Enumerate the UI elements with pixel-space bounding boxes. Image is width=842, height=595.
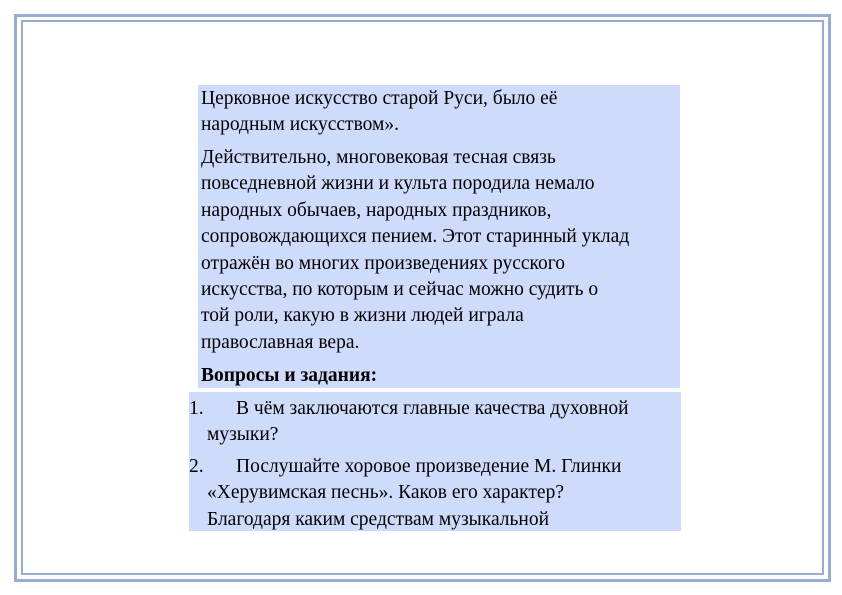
paragraph-intro bbox=[201, 86, 557, 139]
list-item-line: «Херувимская песнь». Каков его характер? bbox=[207, 482, 564, 504]
list-number: 1. bbox=[189, 398, 204, 419]
paragraph-line: отражён во многих произведениях русского bbox=[201, 252, 566, 274]
paragraph-line: народных обычаев, народных праздников, bbox=[201, 199, 552, 221]
list-item-line: Благодаря каким средствам музыкальной bbox=[207, 508, 550, 530]
paragraph-line: народным искусством». bbox=[201, 114, 399, 136]
list-number: 2. bbox=[189, 456, 204, 477]
list-item bbox=[207, 396, 629, 449]
paragraph-line: той роли, какую в жизни людей играла bbox=[201, 305, 524, 327]
list-item-line: музыки? bbox=[207, 424, 279, 446]
paragraph-line: искусства, по которым и сейчас можно судить о bbox=[201, 279, 599, 301]
list-item-line: Послушайте хоровое произведение М. Глинки bbox=[236, 456, 622, 477]
list-item bbox=[207, 454, 621, 533]
paragraph-line: Церковное искусство старой Руси, было её bbox=[201, 88, 558, 109]
paragraph-main bbox=[201, 145, 629, 356]
list-item-line: В чём заключаются главные качества духовной bbox=[236, 398, 629, 419]
questions-heading: Вопросы и задания: bbox=[201, 365, 378, 386]
paragraph-line: Действительно, многовековая тесная связь bbox=[201, 147, 556, 168]
paragraph-line: повседневной жизни и культа породила немало bbox=[201, 173, 595, 195]
paragraph-line: православная вера. bbox=[201, 331, 360, 353]
paragraph-line: сопровождающихся пением. Этот старинный уклад bbox=[201, 226, 630, 248]
